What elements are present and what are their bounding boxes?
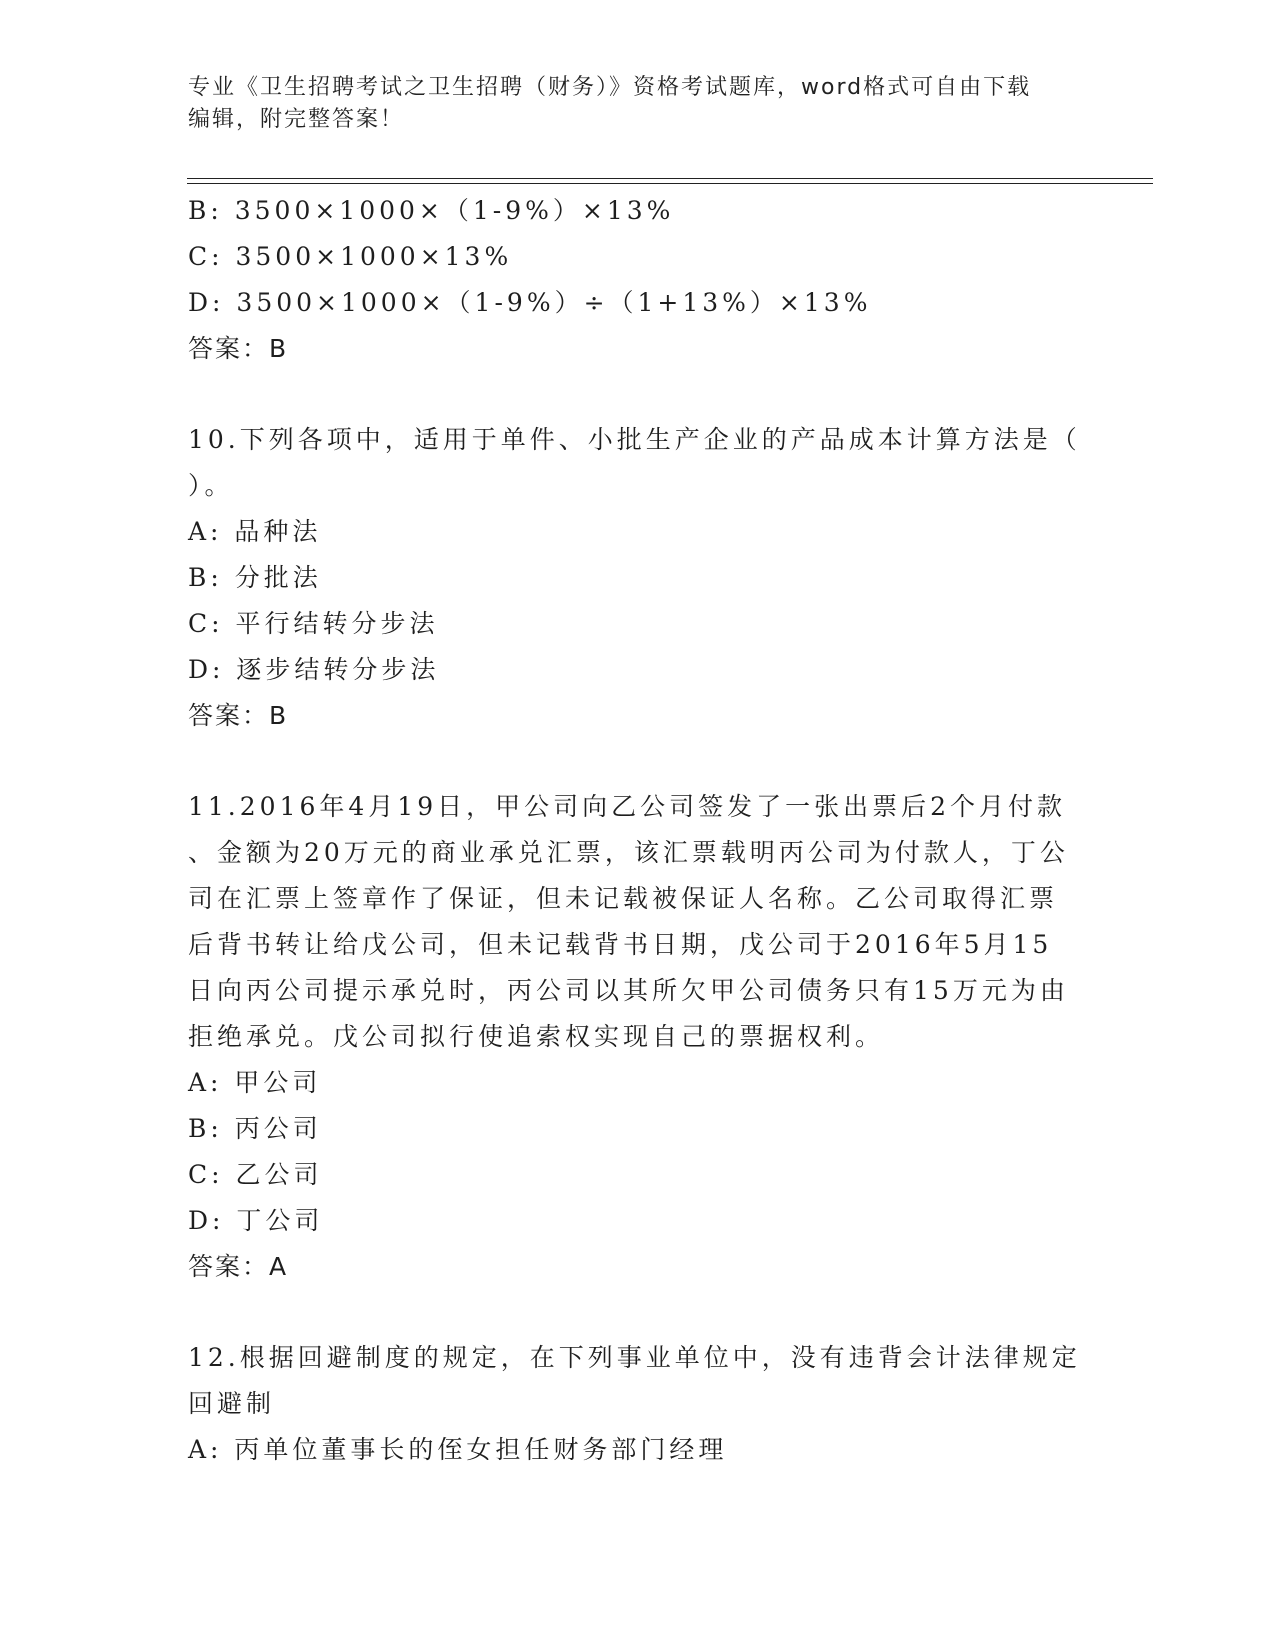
question-stem-line: 后背书转让给戊公司，但未记载背书日期，戊公司于2016年5月15 xyxy=(188,930,1053,959)
spacer xyxy=(188,739,1088,784)
option-b: B: 丙公司 xyxy=(188,1114,322,1143)
question-stem-line: 11.2016年4月19日，甲公司向乙公司签发了一张出票后2个月付款 xyxy=(188,792,1067,821)
option-a: A: 品种法 xyxy=(188,517,322,546)
document-header xyxy=(188,72,1068,136)
answer: 答案：A xyxy=(188,1252,289,1281)
question-stem-line: 日向丙公司提示承兑时，丙公司以其所欠甲公司债务只有15万元为由 xyxy=(188,976,1069,1005)
question-stem-line: 司在汇票上签章作了保证，但未记载被保证人名称。乙公司取得汇票 xyxy=(188,884,1059,913)
spacer xyxy=(188,372,1088,417)
option-c: C: 平行结转分步法 xyxy=(188,609,439,638)
option-b: B: 分批法 xyxy=(188,563,322,592)
question-stem-line: 回避制 xyxy=(188,1389,276,1418)
header-rule-bottom xyxy=(187,183,1153,184)
option-c: C: 3500×1000×13% xyxy=(188,242,513,271)
header-line-1: 专业《卫生招聘考试之卫生招聘（财务）》资格考试题库，word格式可自由下载 xyxy=(188,75,1032,100)
option-d: D: 丁公司 xyxy=(188,1206,324,1235)
question-9-partial xyxy=(188,188,1088,372)
option-d: D: 3500×1000×（1-9%）÷（1+13%）×13% xyxy=(188,288,872,317)
option-b: B: 3500×1000×（1-9%）×13% xyxy=(188,196,675,225)
spacer xyxy=(188,1290,1088,1335)
question-12 xyxy=(188,1335,1088,1473)
question-stem-line: 、金额为20万元的商业承兑汇票，该汇票载明丙公司为付款人，丁公 xyxy=(188,838,1069,867)
answer: 答案：B xyxy=(188,701,289,730)
option-d: D: 逐步结转分步法 xyxy=(188,655,440,684)
question-11 xyxy=(188,784,1088,1290)
option-c: C: 乙公司 xyxy=(188,1160,323,1189)
question-10 xyxy=(188,417,1088,739)
question-stem-line: 10.下列各项中，适用于单件、小批生产企业的产品成本计算方法是（ xyxy=(188,425,1081,454)
document-body xyxy=(188,188,1088,1473)
option-a: A: 丙单位董事长的侄女担任财务部门经理 xyxy=(188,1435,728,1464)
option-a: A: 甲公司 xyxy=(188,1068,322,1097)
question-stem-line: 拒绝承兑。戊公司拟行使追索权实现自己的票据权利。 xyxy=(188,1022,885,1051)
header-rule-top xyxy=(187,178,1153,179)
header-line-2: 编辑，附完整答案！ xyxy=(188,107,405,132)
question-stem-line: ）。 xyxy=(188,471,234,500)
answer: 答案：B xyxy=(188,334,289,363)
question-stem-line: 12.根据回避制度的规定，在下列事业单位中，没有违背会计法律规定 xyxy=(188,1343,1081,1372)
